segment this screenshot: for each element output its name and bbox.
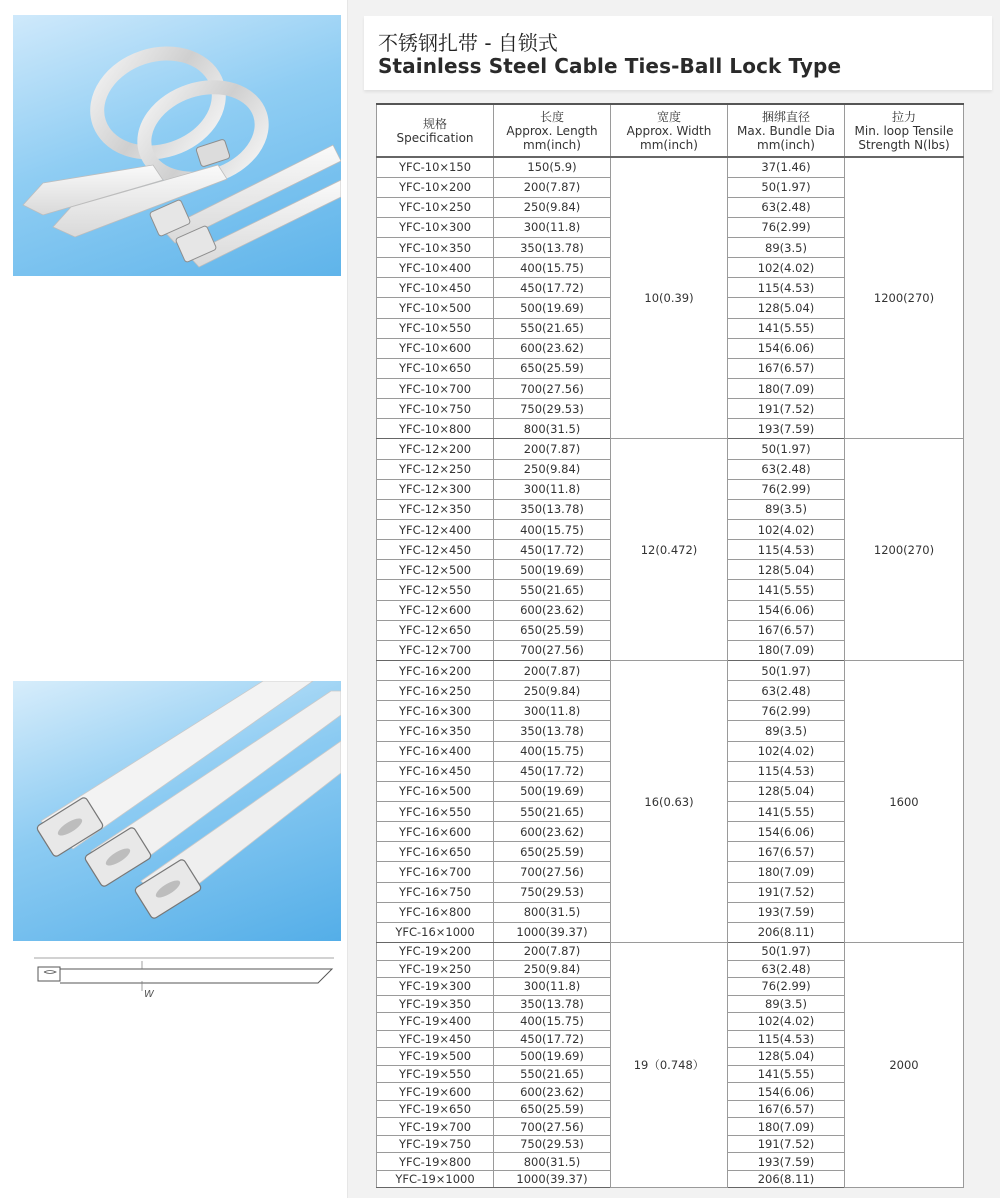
header-zh: 规格: [422, 116, 447, 131]
cell-bundle-dia: 141(5.55): [728, 802, 845, 822]
cell-bundle-dia: 206(8.11): [728, 1170, 845, 1188]
cell-specification: YFC-10×550: [377, 318, 494, 338]
cell-bundle-dia: 89(3.5): [728, 995, 845, 1013]
cell-bundle-dia: 76(2.99): [728, 701, 845, 721]
cell-length: 800(31.5): [494, 1153, 611, 1171]
cell-length: 600(23.62): [494, 600, 611, 620]
cell-specification: YFC-12×600: [377, 600, 494, 620]
cell-length: 450(17.72): [494, 540, 611, 560]
cell-length: 250(9.84): [494, 459, 611, 479]
cell-specification: YFC-16×650: [377, 842, 494, 862]
cell-specification: YFC-16×400: [377, 741, 494, 761]
cell-length: 450(17.72): [494, 278, 611, 298]
cell-bundle-dia: 128(5.04): [728, 560, 845, 580]
cell-bundle-dia: 50(1.97): [728, 177, 845, 197]
cell-specification: YFC-19×450: [377, 1030, 494, 1048]
cell-length: 800(31.5): [494, 419, 611, 439]
cell-length: 500(19.69): [494, 298, 611, 318]
cell-bundle-dia: 167(6.57): [728, 358, 845, 378]
cell-length: 750(29.53): [494, 882, 611, 902]
cell-length: 1000(39.37): [494, 1170, 611, 1188]
cable-tie-flat-illustration: [13, 681, 341, 941]
cell-bundle-dia: 180(7.09): [728, 862, 845, 882]
cell-specification: YFC-10×350: [377, 238, 494, 258]
cell-length: 550(21.65): [494, 580, 611, 600]
cell-bundle-dia: 63(2.48): [728, 197, 845, 217]
cell-length: 250(9.84): [494, 960, 611, 978]
cell-bundle-dia: 193(7.59): [728, 419, 845, 439]
product-photo-looped-ties: [13, 15, 341, 276]
cell-bundle-dia: 154(6.06): [728, 1083, 845, 1101]
cell-bundle-dia: 102(4.02): [728, 258, 845, 278]
cell-bundle-dia: 128(5.04): [728, 781, 845, 801]
cell-bundle-dia: 50(1.97): [728, 942, 845, 960]
cell-length: 450(17.72): [494, 761, 611, 781]
cell-specification: YFC-16×250: [377, 681, 494, 701]
header-unit: mm(inch): [640, 137, 698, 152]
cell-specification: YFC-16×500: [377, 781, 494, 801]
cell-bundle-dia: 193(7.59): [728, 902, 845, 922]
cell-length: 350(13.78): [494, 995, 611, 1013]
cell-bundle-dia: 154(6.06): [728, 338, 845, 358]
cell-bundle-dia: 76(2.99): [728, 978, 845, 996]
cell-length: 250(9.84): [494, 197, 611, 217]
cell-length: 550(21.65): [494, 318, 611, 338]
cell-bundle-dia: 63(2.48): [728, 459, 845, 479]
header-en: Approx. Length: [506, 123, 598, 138]
header-unit: Strength N(lbs): [858, 137, 950, 152]
cell-specification: YFC-16×350: [377, 721, 494, 741]
cell-length: 350(13.78): [494, 238, 611, 258]
cell-length: 650(25.59): [494, 358, 611, 378]
cell-length: 650(25.59): [494, 620, 611, 640]
cell-length: 400(15.75): [494, 741, 611, 761]
cell-bundle-dia: 206(8.11): [728, 922, 845, 942]
cell-specification: YFC-16×750: [377, 882, 494, 902]
cell-length: 350(13.78): [494, 499, 611, 519]
cell-specification: YFC-19×300: [377, 978, 494, 996]
cell-specification: YFC-12×450: [377, 540, 494, 560]
cell-specification: YFC-10×250: [377, 197, 494, 217]
cell-length: 550(21.65): [494, 1065, 611, 1083]
cell-bundle-dia: 154(6.06): [728, 600, 845, 620]
cell-length: 250(9.84): [494, 681, 611, 701]
cell-length: 400(15.75): [494, 1013, 611, 1031]
cell-specification: YFC-10×300: [377, 217, 494, 237]
header-zh: 宽度: [656, 109, 681, 124]
cell-bundle-dia: 167(6.57): [728, 1100, 845, 1118]
cell-width: 10(0.39): [611, 157, 728, 439]
cell-bundle-dia: 76(2.99): [728, 217, 845, 237]
cell-bundle-dia: 115(4.53): [728, 540, 845, 560]
cell-width: 12(0.472): [611, 439, 728, 661]
header-zh: 捆绑直径: [761, 109, 810, 124]
cell-length: 500(19.69): [494, 560, 611, 580]
cell-bundle-dia: 141(5.55): [728, 318, 845, 338]
cell-width: 19（0.748）: [611, 942, 728, 1187]
spec-group-1: [377, 439, 964, 661]
cell-specification: YFC-10×800: [377, 419, 494, 439]
product-photo-flat-ties: [13, 681, 341, 941]
cell-bundle-dia: 180(7.09): [728, 640, 845, 660]
cell-length: 550(21.65): [494, 802, 611, 822]
cell-length: 700(27.56): [494, 379, 611, 399]
header-en: Approx. Width: [626, 123, 712, 138]
cell-length: 650(25.59): [494, 842, 611, 862]
cell-length: 150(5.9): [494, 157, 611, 177]
spec-table: [376, 103, 964, 1188]
cell-tensile: 1200(270): [845, 439, 964, 661]
cell-specification: YFC-12×250: [377, 459, 494, 479]
cell-specification: YFC-19×350: [377, 995, 494, 1013]
cell-specification: YFC-19×700: [377, 1118, 494, 1136]
cell-specification: YFC-16×1000: [377, 922, 494, 942]
cell-width: 16(0.63): [611, 661, 728, 943]
cell-specification: YFC-10×750: [377, 399, 494, 419]
header-en: Specification: [396, 130, 474, 145]
cell-specification: YFC-19×550: [377, 1065, 494, 1083]
cell-length: 1000(39.37): [494, 922, 611, 942]
spec-table-wrapper: [376, 103, 963, 1188]
header-en: Max. Bundle Dia: [737, 123, 835, 138]
cell-bundle-dia: 154(6.06): [728, 822, 845, 842]
cell-length: 500(19.69): [494, 1048, 611, 1066]
cell-specification: YFC-12×300: [377, 479, 494, 499]
cell-specification: YFC-12×200: [377, 439, 494, 459]
title-english: Stainless Steel Cable Ties-Ball Lock Type: [378, 54, 842, 78]
header-bundle-dia: [728, 104, 845, 157]
cell-bundle-dia: 115(4.53): [728, 278, 845, 298]
cell-specification: YFC-12×650: [377, 620, 494, 640]
header-zh: 长度: [539, 109, 564, 124]
cell-length: 400(15.75): [494, 520, 611, 540]
cell-bundle-dia: 167(6.57): [728, 620, 845, 640]
header-specification: [377, 104, 494, 157]
cell-specification: YFC-10×200: [377, 177, 494, 197]
cell-specification: YFC-10×450: [377, 278, 494, 298]
cell-length: 700(27.56): [494, 1118, 611, 1136]
cell-specification: YFC-12×350: [377, 499, 494, 519]
cell-bundle-dia: 76(2.99): [728, 479, 845, 499]
cell-specification: YFC-12×700: [377, 640, 494, 660]
cell-specification: YFC-19×600: [377, 1083, 494, 1101]
cell-bundle-dia: 180(7.09): [728, 379, 845, 399]
cell-specification: YFC-16×450: [377, 761, 494, 781]
cell-bundle-dia: 141(5.55): [728, 580, 845, 600]
cell-bundle-dia: 191(7.52): [728, 1135, 845, 1153]
cell-specification: YFC-16×200: [377, 661, 494, 681]
cell-length: 450(17.72): [494, 1030, 611, 1048]
table-row: [377, 942, 964, 960]
cell-length: 200(7.87): [494, 439, 611, 459]
cell-bundle-dia: 50(1.97): [728, 661, 845, 681]
header-width: [611, 104, 728, 157]
cell-specification: YFC-19×500: [377, 1048, 494, 1066]
cell-specification: YFC-10×150: [377, 157, 494, 177]
cell-bundle-dia: 102(4.02): [728, 741, 845, 761]
cell-specification: YFC-12×400: [377, 520, 494, 540]
cell-length: 200(7.87): [494, 177, 611, 197]
spec-group-0: [377, 157, 964, 439]
title-card: [364, 16, 992, 90]
cable-tie-loop-illustration: [13, 15, 341, 276]
cell-specification: YFC-19×800: [377, 1153, 494, 1171]
cable-tie-outline-icon: [34, 955, 334, 1005]
cell-length: 300(11.8): [494, 701, 611, 721]
cell-bundle-dia: 37(1.46): [728, 157, 845, 177]
cell-specification: YFC-19×250: [377, 960, 494, 978]
cell-specification: YFC-12×550: [377, 580, 494, 600]
cell-length: 500(19.69): [494, 781, 611, 801]
cell-length: 750(29.53): [494, 399, 611, 419]
cell-bundle-dia: 63(2.48): [728, 681, 845, 701]
spec-group-3: [377, 942, 964, 1187]
cell-specification: YFC-10×500: [377, 298, 494, 318]
header-length: [494, 104, 611, 157]
cell-length: 750(29.53): [494, 1135, 611, 1153]
cell-length: 200(7.87): [494, 661, 611, 681]
cell-bundle-dia: 115(4.53): [728, 761, 845, 781]
table-row: [377, 157, 964, 177]
cell-specification: YFC-19×750: [377, 1135, 494, 1153]
cell-bundle-dia: 191(7.52): [728, 882, 845, 902]
cell-specification: YFC-16×700: [377, 862, 494, 882]
cell-bundle-dia: 102(4.02): [728, 1013, 845, 1031]
cell-bundle-dia: 102(4.02): [728, 520, 845, 540]
cell-bundle-dia: 89(3.5): [728, 721, 845, 741]
cell-length: 350(13.78): [494, 721, 611, 741]
cell-bundle-dia: 128(5.04): [728, 298, 845, 318]
cell-bundle-dia: 50(1.97): [728, 439, 845, 459]
spec-group-2: [377, 661, 964, 943]
cell-bundle-dia: 128(5.04): [728, 1048, 845, 1066]
cell-length: 650(25.59): [494, 1100, 611, 1118]
header-en: Min. loop Tensile: [854, 123, 954, 138]
cell-bundle-dia: 191(7.52): [728, 399, 845, 419]
header-unit: mm(inch): [523, 137, 581, 152]
cell-bundle-dia: 180(7.09): [728, 1118, 845, 1136]
table-header-row: [377, 104, 964, 157]
cell-specification: YFC-16×600: [377, 822, 494, 842]
cell-specification: YFC-16×800: [377, 902, 494, 922]
cell-bundle-dia: 115(4.53): [728, 1030, 845, 1048]
cell-tensile: 1600: [845, 661, 964, 943]
header-zh: 拉力: [891, 109, 916, 124]
cell-length: 300(11.8): [494, 217, 611, 237]
cell-length: 300(11.8): [494, 479, 611, 499]
cell-specification: YFC-19×1000: [377, 1170, 494, 1188]
header-tensile: [845, 104, 964, 157]
cell-specification: YFC-10×400: [377, 258, 494, 278]
cell-tensile: 1200(270): [845, 157, 964, 439]
width-dimension-diagram: [34, 955, 334, 1005]
cell-bundle-dia: 89(3.5): [728, 238, 845, 258]
table-row: [377, 439, 964, 459]
cell-length: 400(15.75): [494, 258, 611, 278]
table-row: [377, 661, 964, 681]
cell-length: 600(23.62): [494, 822, 611, 842]
cell-length: 300(11.8): [494, 978, 611, 996]
cell-bundle-dia: 89(3.5): [728, 499, 845, 519]
cell-specification: YFC-19×200: [377, 942, 494, 960]
cell-specification: YFC-16×550: [377, 802, 494, 822]
width-label: W: [144, 989, 154, 1000]
cell-bundle-dia: 141(5.55): [728, 1065, 845, 1083]
cell-bundle-dia: 193(7.59): [728, 1153, 845, 1171]
cell-length: 700(27.56): [494, 640, 611, 660]
header-unit: mm(inch): [757, 137, 815, 152]
cell-length: 600(23.62): [494, 338, 611, 358]
cell-specification: YFC-12×500: [377, 560, 494, 580]
cell-length: 800(31.5): [494, 902, 611, 922]
cell-specification: YFC-19×400: [377, 1013, 494, 1031]
cell-specification: YFC-10×600: [377, 338, 494, 358]
cell-tensile: 2000: [845, 942, 964, 1187]
cell-length: 200(7.87): [494, 942, 611, 960]
cell-length: 600(23.62): [494, 1083, 611, 1101]
cell-specification: YFC-10×650: [377, 358, 494, 378]
cell-specification: YFC-16×300: [377, 701, 494, 721]
cell-length: 700(27.56): [494, 862, 611, 882]
cell-bundle-dia: 63(2.48): [728, 960, 845, 978]
cell-specification: YFC-10×700: [377, 379, 494, 399]
cell-bundle-dia: 167(6.57): [728, 842, 845, 862]
cell-specification: YFC-19×650: [377, 1100, 494, 1118]
title-chinese: 不锈钢扎带 - 自锁式: [378, 31, 558, 55]
